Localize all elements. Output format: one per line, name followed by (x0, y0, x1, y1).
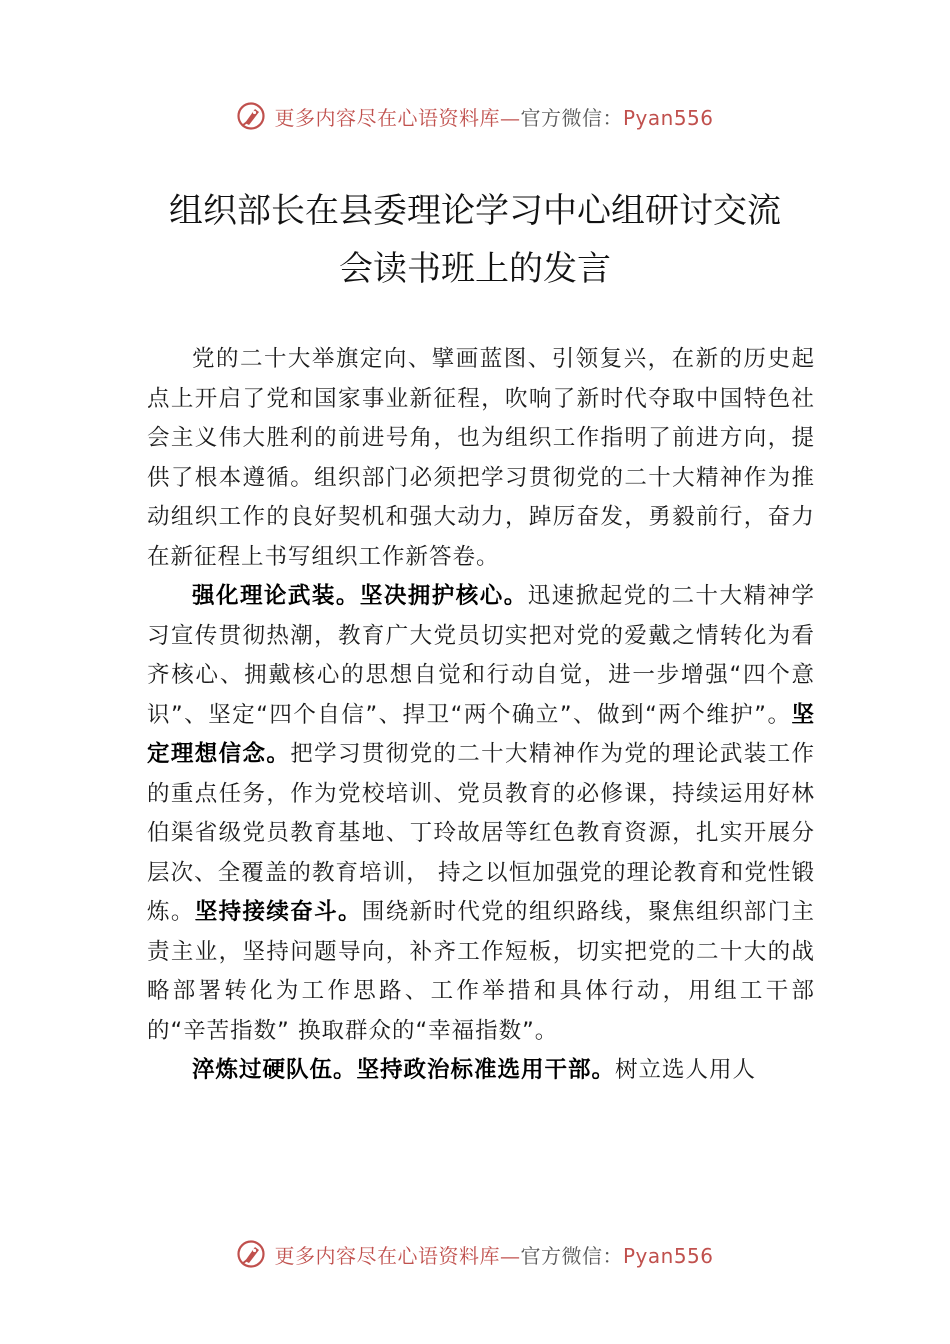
footer-banner-wechat-label: 官方微信： (520, 1243, 623, 1268)
paragraph-theory (147, 577, 815, 1051)
paragraph-team (147, 1051, 815, 1091)
document-body (147, 340, 815, 1091)
heading-struggle: 坚持接续奋斗。 (194, 899, 362, 925)
heading-theory: 强化理论武装。坚决拥护核心。 (192, 583, 528, 609)
footer-banner-text (274, 1240, 713, 1269)
heading-team: 淬炼过硬队伍。坚持政治标准选用干部。 (192, 1057, 616, 1083)
banner-wechat-id: Pyan556 (622, 105, 714, 130)
text-theory-1: 迅速掀起党的二十大精神学习宣传贯彻热潮，教育广大党员切实把对党的爱戴之情转化为看齐核心、拥戴核心的思想自觉和行动自觉，进一步增强“四个意识”、坚定“四个自信”、捍卫“两个确立”、做到“两个维护”。 (147, 583, 815, 728)
footer-banner (0, 1234, 950, 1274)
banner-text (274, 102, 713, 131)
paragraph-intro: 党的二十大举旗定向、擘画蓝图、引领复兴，在新的历史起点上开启了党和国家事业新征程，吹响了新时代夺取中国特色社会主义伟大胜利的前进号角，也为组织工作指明了前进方向，提供了根本遵循。组织部门必须把学习贯彻党的二十大精神作为推动组织工作的良好契机和强大动力，踔厉奋发，勇毅前行，奋力在新征程上书写组织工作新答卷。 (147, 346, 815, 570)
banner-main: 更多内容尽在心语资料库 (274, 105, 500, 130)
text-ideals: 把学习贯彻党的二十大精神作为党的理论武装工作的重点任务，作为党校培训、党员教育的必修课，持续运用好林伯渠省级党员教育基地、丁玲故居等红色教育资源，扎实开展分层次、全覆盖的教育培训， 持之以恒加强党的理论教育和党性锻炼。 (147, 741, 815, 925)
title-line-1: 组织部长在县委理论学习中心组研讨交流 (169, 191, 781, 231)
pen-nib-logo-icon (236, 1239, 266, 1269)
footer-banner-dash: — (499, 1243, 521, 1268)
pen-nib-logo-icon (236, 101, 266, 131)
banner-wechat-label: 官方微信： (520, 105, 623, 130)
header-banner (0, 96, 950, 136)
footer-banner-wechat-id: Pyan556 (622, 1243, 714, 1268)
document-title (0, 182, 950, 298)
footer-banner-main: 更多内容尽在心语资料库 (274, 1243, 500, 1268)
heading-ideals: 坚定理想信念。 (147, 701, 815, 767)
text-struggle: 围绕新时代党的组织路线，聚焦组织部门主责主业，坚持问题导向，补齐工作短板，切实把党的二十大的战略部署转化为工作思路、工作举措和具体行动，用组工干部的“辛苦指数” 换取群众的“幸福指数”。 (147, 899, 815, 1044)
text-team: 树立选人用人 (615, 1057, 757, 1083)
banner-dash: — (499, 105, 521, 130)
title-line-2: 会读书班上的发言 (339, 249, 611, 289)
